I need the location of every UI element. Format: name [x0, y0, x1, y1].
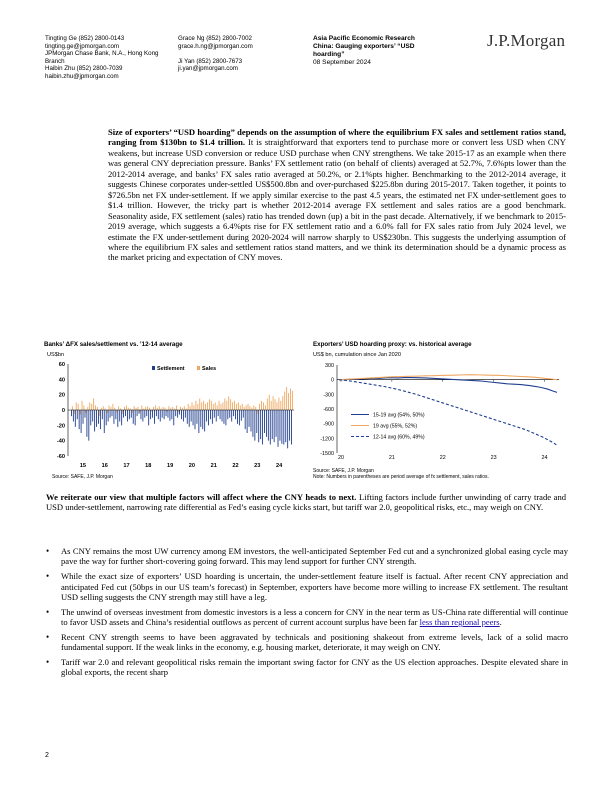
settlement-bar	[214, 410, 215, 418]
sales-bar	[124, 407, 125, 410]
x-tick-label: 23	[254, 463, 261, 469]
y-tick-label: 0	[331, 377, 334, 384]
settlement-bar	[86, 410, 87, 437]
settlement-bar	[220, 410, 221, 419]
settlement-bar	[183, 410, 184, 422]
settlement-bar	[112, 410, 113, 416]
settlement-bar	[150, 410, 151, 419]
y-tick-label: -40	[56, 438, 65, 445]
chart2-line-chart	[313, 359, 563, 468]
x-tick-label: 21	[388, 455, 395, 461]
settlement-bar	[179, 410, 180, 415]
sales-bar	[192, 402, 193, 410]
contact-email[interactable]: tingting.ge@jpmorgan.com	[45, 42, 120, 50]
settlement-bar	[79, 410, 80, 429]
settlement-bar	[270, 410, 271, 445]
settlement-bar	[160, 410, 161, 422]
settlement-bar	[187, 410, 188, 424]
sales-bar	[194, 405, 195, 410]
x-tick-label: 20	[188, 463, 196, 469]
x-tick-label: 20	[338, 455, 344, 461]
sales-bar	[275, 399, 276, 410]
sales-bar	[111, 407, 112, 410]
bullet-list	[45, 546, 568, 682]
settlement-bar	[281, 410, 282, 444]
contact-org: JPMorgan Chase Bank, N.A., Hong Kong Branch	[45, 50, 159, 65]
y-tick-label: -900	[323, 421, 334, 428]
settlement-bar	[100, 410, 101, 429]
settlement-bar	[115, 410, 116, 419]
settlement-bar	[152, 410, 153, 418]
report-title-cont: hoarding”	[313, 51, 345, 58]
x-tick-label: 19	[166, 463, 174, 469]
settlement-bar	[260, 410, 261, 439]
settlement-bar	[243, 410, 244, 418]
settlement-bar	[71, 410, 72, 416]
sales-bar	[242, 404, 243, 410]
settlement-bar	[249, 410, 250, 427]
sales-bar	[74, 410, 75, 414]
x-tick-label: 18	[145, 463, 152, 469]
sales-bar	[95, 405, 96, 410]
legend-label: 19 avg (55%, 52%)	[373, 423, 418, 430]
y-tick-label: 20	[58, 392, 65, 399]
intro-body: It is straightforward that exporters tend to purchase more or convert less USD when CNY weakens, but increase USD conversion or reduce USD purchase when CNY strengthens. We take 2015-17 as an example when there was general CNY depreciation pressure. Banks’ FX settlement ratio (on behalf of clients) averaged at 52.7%, 7.6%pts lower than the 2012-2014 average, and banks’ FX sales ratio averaged at 50.2%, or 2.1%pts higher. Benchmarking to the 2012-2014 average, it suggests Chinese corporates under-settled US$500.8bn and over-purchased $225.8bn during 2015-2017. Taken together, it points to $726.5bn net FX under-settlement. If we apply similar exercise to the past 4.5 years, the estimated net FX under-settlement goes to $1.4 trillion. However, the tricky part is whether 2012-2014 average FX settlement and sales ratios are a good benchmark. Seasonality aside, FX settlement (sales) ratio has trended down (up) a bit in the past decade. Alternatively, if we benchmark to 2015-2019 average, which suggests a 6.4%pts rise for FX settlement ratio and a 6.0% fall for FX sales ratio from July 2024 level, we estimate the FX under-settlement during 2020-2024 will narrow sharply to US$230bn. This suggests the underlying assumption of where the equilibrium FX sales and settlement ratios stand matters, and we think its determination should be a dynamic process as the market pricing and expectation of CNY moves.	[108, 137, 566, 263]
x-tick-label: 22	[439, 455, 446, 461]
sales-bar	[234, 401, 235, 410]
contact-name: Grace Ng (852) 2800-7002	[178, 35, 252, 42]
sales-bar	[290, 389, 291, 410]
y-tick-label: -20	[56, 423, 65, 430]
y-tick-label: 300	[325, 363, 334, 369]
settlement-bar	[206, 410, 207, 422]
settlement-bar	[233, 410, 234, 416]
sales-bar	[128, 408, 129, 410]
sales-bar	[157, 408, 158, 410]
sales-bar	[199, 399, 200, 411]
sales-bar	[201, 402, 202, 410]
legend-label: 15-19 avg (54%, 50%)	[373, 412, 425, 419]
sales-bar	[226, 401, 227, 410]
sales-bar	[155, 405, 156, 410]
sales-bar	[176, 405, 177, 410]
settlement-bar	[110, 410, 111, 418]
settlement-bar	[216, 410, 217, 422]
chart2-note: Note: Numbers in parentheses are period average of fx settlement, sales ratios.	[313, 474, 489, 480]
sales-bar	[213, 404, 214, 410]
x-tick-label: 15	[79, 463, 87, 469]
sales-bar	[224, 399, 225, 411]
series-line-3	[339, 380, 557, 446]
section2-paragraph: We reiterate our view that multiple factors will affect where the CNY heads to next. Lifting factors include further unwinding of carry trade and USD under-settlement, narrowing rate differential as Fed’s easing cycle kicks start, but tariff war 2.0, geopolitical risks, etc., may weigh on CNY.	[46, 492, 566, 513]
sales-bar	[280, 401, 281, 410]
sales-bar	[217, 405, 218, 410]
settlement-bar	[189, 410, 190, 427]
settlement-bar	[222, 410, 223, 422]
settlement-bar	[252, 410, 253, 437]
x-tick-label: 21	[210, 463, 217, 469]
sales-bar	[238, 402, 239, 410]
sales-bar	[288, 393, 289, 410]
contact-email[interactable]: ji.yan@jpmorgan.com	[178, 65, 238, 73]
legend-label: 12-14 avg (60%, 49%)	[373, 434, 425, 441]
sales-bar	[134, 406, 135, 410]
chart1-title: Banks’ ΔFX sales/settlement vs. ’12-14 average	[44, 341, 183, 348]
settlement-bar	[245, 410, 246, 429]
settlement-bar	[181, 410, 182, 419]
settlement-bar	[202, 410, 203, 429]
sales-bar	[101, 408, 102, 410]
settlement-bar	[113, 410, 114, 424]
settlement-bar	[291, 410, 292, 445]
settlement-bar	[129, 410, 130, 419]
settlement-bar	[287, 410, 288, 448]
settlement-bar	[73, 410, 74, 422]
settlement-bar	[195, 410, 196, 429]
sales-bar	[265, 405, 266, 410]
sales-bar	[165, 408, 166, 410]
sales-bar	[178, 410, 179, 412]
settlement-bar	[258, 410, 259, 442]
chart2-title: Exporters’ USD hoarding proxy: vs. historical average	[313, 341, 472, 348]
settlement-bar	[210, 410, 211, 419]
legend-sales-label: Sales	[202, 366, 217, 372]
settlement-bar	[131, 410, 132, 418]
settlement-bar	[94, 410, 95, 431]
sales-bar	[76, 402, 77, 410]
settlement-bar	[168, 410, 169, 418]
sales-bar	[126, 405, 127, 410]
list-item: • As CNY remains the most UW currency among EM investors, the well-anticipated September Fed cut and a synchronized global easing cycle may pave the way for further short-covering going forward. This may lend support for further CNY strength.	[45, 546, 568, 567]
sales-bar	[211, 401, 212, 410]
sales-bar	[261, 401, 262, 410]
sales-bar	[246, 405, 247, 410]
legend-settlement-swatch	[152, 366, 155, 370]
sales-bar	[267, 399, 268, 411]
sales-bar	[109, 405, 110, 410]
y-tick-label: -1200	[320, 436, 334, 443]
sales-bar	[195, 401, 196, 410]
settlement-bar	[274, 410, 275, 442]
settlement-bar	[123, 410, 124, 418]
sales-bar	[221, 404, 222, 410]
sales-bar	[240, 405, 241, 410]
sales-bar	[284, 392, 285, 410]
sales-bar	[255, 407, 256, 410]
sales-bar	[197, 404, 198, 410]
sales-bar	[182, 408, 183, 410]
sales-bar	[99, 410, 100, 416]
settlement-bar	[139, 410, 140, 414]
settlement-bar	[83, 410, 84, 424]
sales-bar	[259, 404, 260, 410]
settlement-bar	[164, 410, 165, 419]
sales-bar	[83, 405, 84, 410]
settlement-bar	[266, 410, 267, 437]
settlement-bar	[185, 410, 186, 418]
settlement-bar	[146, 410, 147, 416]
chart1-bar-chart	[44, 358, 300, 474]
settlement-bar	[279, 410, 280, 441]
sales-bar	[170, 408, 171, 410]
sales-bar	[273, 396, 274, 410]
report-title: China: Gauging exporters’ “USD	[313, 43, 415, 50]
sales-bar	[147, 406, 148, 410]
series-name: Asia Pacific Economic Research	[313, 35, 415, 42]
section2-lead: We reiterate our view that multiple factors will affect where the CNY heads to next	[46, 492, 355, 502]
sales-bar	[141, 405, 142, 410]
sales-bar	[271, 401, 272, 410]
settlement-bar	[117, 410, 118, 427]
sales-bar	[286, 387, 287, 410]
contact-name: Haibin Zhu (852) 2800-7039	[45, 65, 123, 73]
chart1-ylabel: US$bn	[47, 352, 65, 358]
sales-bar	[263, 402, 264, 410]
sales-bar	[203, 401, 204, 410]
settlement-bar	[125, 410, 126, 416]
contact-block-1	[45, 35, 170, 81]
settlement-bar	[193, 410, 194, 425]
sales-bar	[149, 408, 150, 410]
chart2-subtitle: US$ bn, cumulation since Jan 2020	[313, 352, 402, 358]
contact-email[interactable]: haibin.zhu@jpmorgan.com	[45, 72, 119, 80]
sales-bar	[91, 404, 92, 410]
settlement-bar	[208, 410, 209, 425]
sales-bar	[112, 404, 113, 410]
settlement-bar	[106, 410, 107, 425]
settlement-bar	[272, 410, 273, 439]
sales-bar	[209, 399, 210, 410]
settlement-bar	[135, 410, 136, 425]
list-item: • While the exact size of exporters’ USD hoarding is uncertain, the under-settlement feature itself is factual. After recent CNY appreciation and anticipated Fed cut (50bps in our US team’s forecast) in September, exporters have become more willing to increase FX settlement. The resultant USD selling suggests the CNY strength may still have a leg.	[45, 571, 568, 602]
sales-bar	[116, 410, 117, 412]
sales-bar	[163, 407, 164, 410]
settlement-bar	[225, 410, 226, 425]
section2-body: Lifting factors include further unwinding of carry trade and USD under-settlement, narrowing rate differential as Fed’s easing cycle kicks start, but tariff war 2.0, geopolitical risks, etc., may weigh on CNY.	[46, 492, 566, 513]
x-tick-label: 22	[232, 463, 239, 469]
settlement-bar	[144, 410, 145, 418]
sales-bar	[87, 407, 88, 410]
settlement-bar	[108, 410, 109, 422]
sales-bar	[228, 396, 229, 410]
settlement-bar	[133, 410, 134, 424]
settlement-bar	[104, 410, 105, 433]
sales-bar	[253, 405, 254, 410]
sales-bar	[230, 399, 231, 410]
sales-bar	[89, 402, 90, 410]
y-tick-label: -1500	[320, 451, 334, 457]
sales-bar	[172, 407, 173, 410]
settlement-bar	[283, 410, 284, 445]
sales-bar	[219, 401, 220, 410]
report-header	[313, 35, 453, 67]
sales-bar	[107, 410, 108, 413]
sales-bar	[118, 406, 119, 410]
sales-bar	[282, 396, 283, 410]
settlement-bar	[90, 410, 91, 425]
sales-bar	[248, 404, 249, 410]
settlement-bar	[85, 410, 86, 418]
intro-paragraph	[108, 127, 566, 263]
settlement-bar	[289, 410, 290, 441]
sales-bar	[190, 406, 191, 410]
settlement-bar	[196, 410, 197, 424]
settlement-bar	[166, 410, 167, 416]
y-tick-label: -60	[56, 454, 65, 460]
legend-settlement-label: Settlement	[157, 366, 185, 372]
settlement-bar	[264, 410, 265, 433]
settlement-bar	[285, 410, 286, 442]
sales-bar	[145, 407, 146, 410]
y-tick-label: 40	[58, 377, 65, 384]
settlement-bar	[254, 410, 255, 441]
sales-bar	[244, 407, 245, 410]
contact-email[interactable]: grace.h.ng@jpmorgan.com	[178, 42, 253, 50]
sales-bar	[85, 410, 86, 413]
sales-bar	[215, 402, 216, 410]
settlement-bar	[268, 410, 269, 441]
sales-bar	[80, 410, 81, 415]
sales-bar	[257, 410, 258, 414]
jpmorgan-logo: J.P.Morgan	[487, 31, 566, 50]
settlement-bar	[241, 410, 242, 421]
chart1-source: Source: SAFE, J.P. Morgan	[52, 474, 113, 480]
settlement-bar	[96, 410, 97, 427]
settlement-bar	[231, 410, 232, 422]
sales-bar	[232, 402, 233, 410]
settlement-bar	[137, 410, 138, 416]
contact-block-2	[178, 35, 288, 73]
sales-bar	[82, 401, 83, 410]
settlement-bar	[212, 410, 213, 424]
settlement-bar	[154, 410, 155, 424]
x-tick-label: 24	[275, 463, 283, 469]
settlement-bar	[171, 410, 172, 419]
settlement-bar	[156, 410, 157, 416]
sales-bar	[205, 404, 206, 410]
settlement-bar	[218, 410, 219, 416]
contact-name: Tingting Ge (852) 2800-0143	[45, 35, 125, 42]
settlement-bar	[98, 410, 99, 424]
settlement-bar	[75, 410, 76, 427]
sales-bar	[159, 406, 160, 410]
sales-bar	[138, 407, 139, 410]
sales-bar	[103, 406, 104, 410]
settlement-bar	[200, 410, 201, 427]
sales-bar	[132, 410, 133, 413]
sales-bar	[114, 408, 115, 410]
settlement-bar	[140, 410, 141, 419]
x-tick-label: 17	[123, 463, 130, 469]
sales-bar	[251, 408, 252, 410]
page-number: 2	[45, 752, 49, 759]
sales-bar	[168, 406, 169, 410]
settlement-bar	[204, 410, 205, 431]
sales-bar	[250, 406, 251, 410]
settlement-bar	[278, 410, 279, 447]
y-tick-label: 0	[61, 408, 65, 414]
sales-bar	[139, 410, 140, 412]
settlement-bar	[77, 410, 78, 419]
settlement-bar	[251, 410, 252, 431]
settlement-bar	[119, 410, 120, 422]
sales-bar	[136, 408, 137, 410]
sales-bar	[93, 399, 94, 411]
settlement-bar	[239, 410, 240, 425]
settlement-bar	[247, 410, 248, 433]
sales-bar	[72, 406, 73, 410]
settlement-bar	[235, 410, 236, 419]
settlement-bar	[102, 410, 103, 419]
sales-bar	[153, 407, 154, 410]
sales-bar	[184, 406, 185, 410]
settlement-bar	[162, 410, 163, 418]
settlement-bar	[142, 410, 143, 422]
sales-bar	[188, 404, 189, 410]
sales-bar	[97, 407, 98, 410]
settlement-bar	[198, 410, 199, 433]
sales-bar	[222, 402, 223, 410]
y-tick-label: -300	[323, 392, 334, 399]
settlement-bar	[237, 410, 238, 424]
y-tick-label: -600	[323, 407, 334, 413]
list-item: • Recent CNY strength seems to have been aggravated by technicals and positioning shakeout from extreme levels, lack of a solid macro fundamental support. If the weak links in the economy, e.g. housing market, deteriorate, it may weigh on CNY.	[45, 632, 568, 653]
intro-lead: Size of exporters’ “USD hoarding” depends on the assumption of where the equilibrium FX sales and settlement ratios stand, ranging from $130bn to $1.4 trillion.	[108, 127, 566, 148]
settlement-bar	[148, 410, 149, 425]
settlement-bar	[169, 410, 170, 421]
sales-bar	[292, 391, 293, 410]
settlement-bar	[276, 410, 277, 437]
sales-bar	[277, 402, 278, 410]
x-tick-label: 24	[541, 455, 548, 461]
list-item: • Tariff war 2.0 and relevant geopolitical risks remain the important swing factor for CNY as the US election approaches. Despite elevated share in global exports, the recent sharp	[45, 657, 568, 678]
settlement-bar	[229, 410, 230, 418]
settlement-bar	[227, 410, 228, 419]
contact-name: Ji Yan (852) 2800-7673	[178, 57, 243, 65]
settlement-bar	[121, 410, 122, 425]
sales-bar	[180, 407, 181, 410]
sales-bar	[207, 402, 208, 410]
sales-bar	[122, 410, 123, 414]
settlement-bar	[81, 410, 82, 433]
settlement-bar	[256, 410, 257, 433]
list-item: • The unwind of overseas investment from domestic investors is a less a concern for CNY in the near term as US-China rate differential will continue to favor USD assets and China’s residential outflows as percent of current account surplus have been far less than regional peers.	[45, 607, 568, 628]
settlement-bar	[158, 410, 159, 419]
settlement-bar	[92, 410, 93, 422]
settlement-bar	[175, 410, 176, 416]
regional-peers-link[interactable]: less than regional peers	[419, 617, 500, 628]
sales-bar	[269, 395, 270, 410]
sales-bar	[78, 404, 79, 410]
settlement-bar	[127, 410, 128, 422]
settlement-bar	[173, 410, 174, 425]
y-tick-label: 60	[58, 362, 65, 368]
settlement-bar	[191, 410, 192, 422]
settlement-bar	[177, 410, 178, 418]
settlement-bar	[88, 410, 89, 441]
report-date: 08 September 2024	[313, 59, 371, 66]
sales-bar	[236, 404, 237, 410]
settlement-bar	[224, 410, 225, 424]
sales-bar	[278, 398, 279, 410]
chart2-source: Source: SAFE, J.P. Morgan	[313, 468, 374, 474]
x-tick-label: 23	[490, 455, 497, 461]
x-tick-label: 16	[101, 463, 108, 469]
settlement-bar	[262, 410, 263, 445]
legend-sales-swatch	[197, 366, 200, 370]
